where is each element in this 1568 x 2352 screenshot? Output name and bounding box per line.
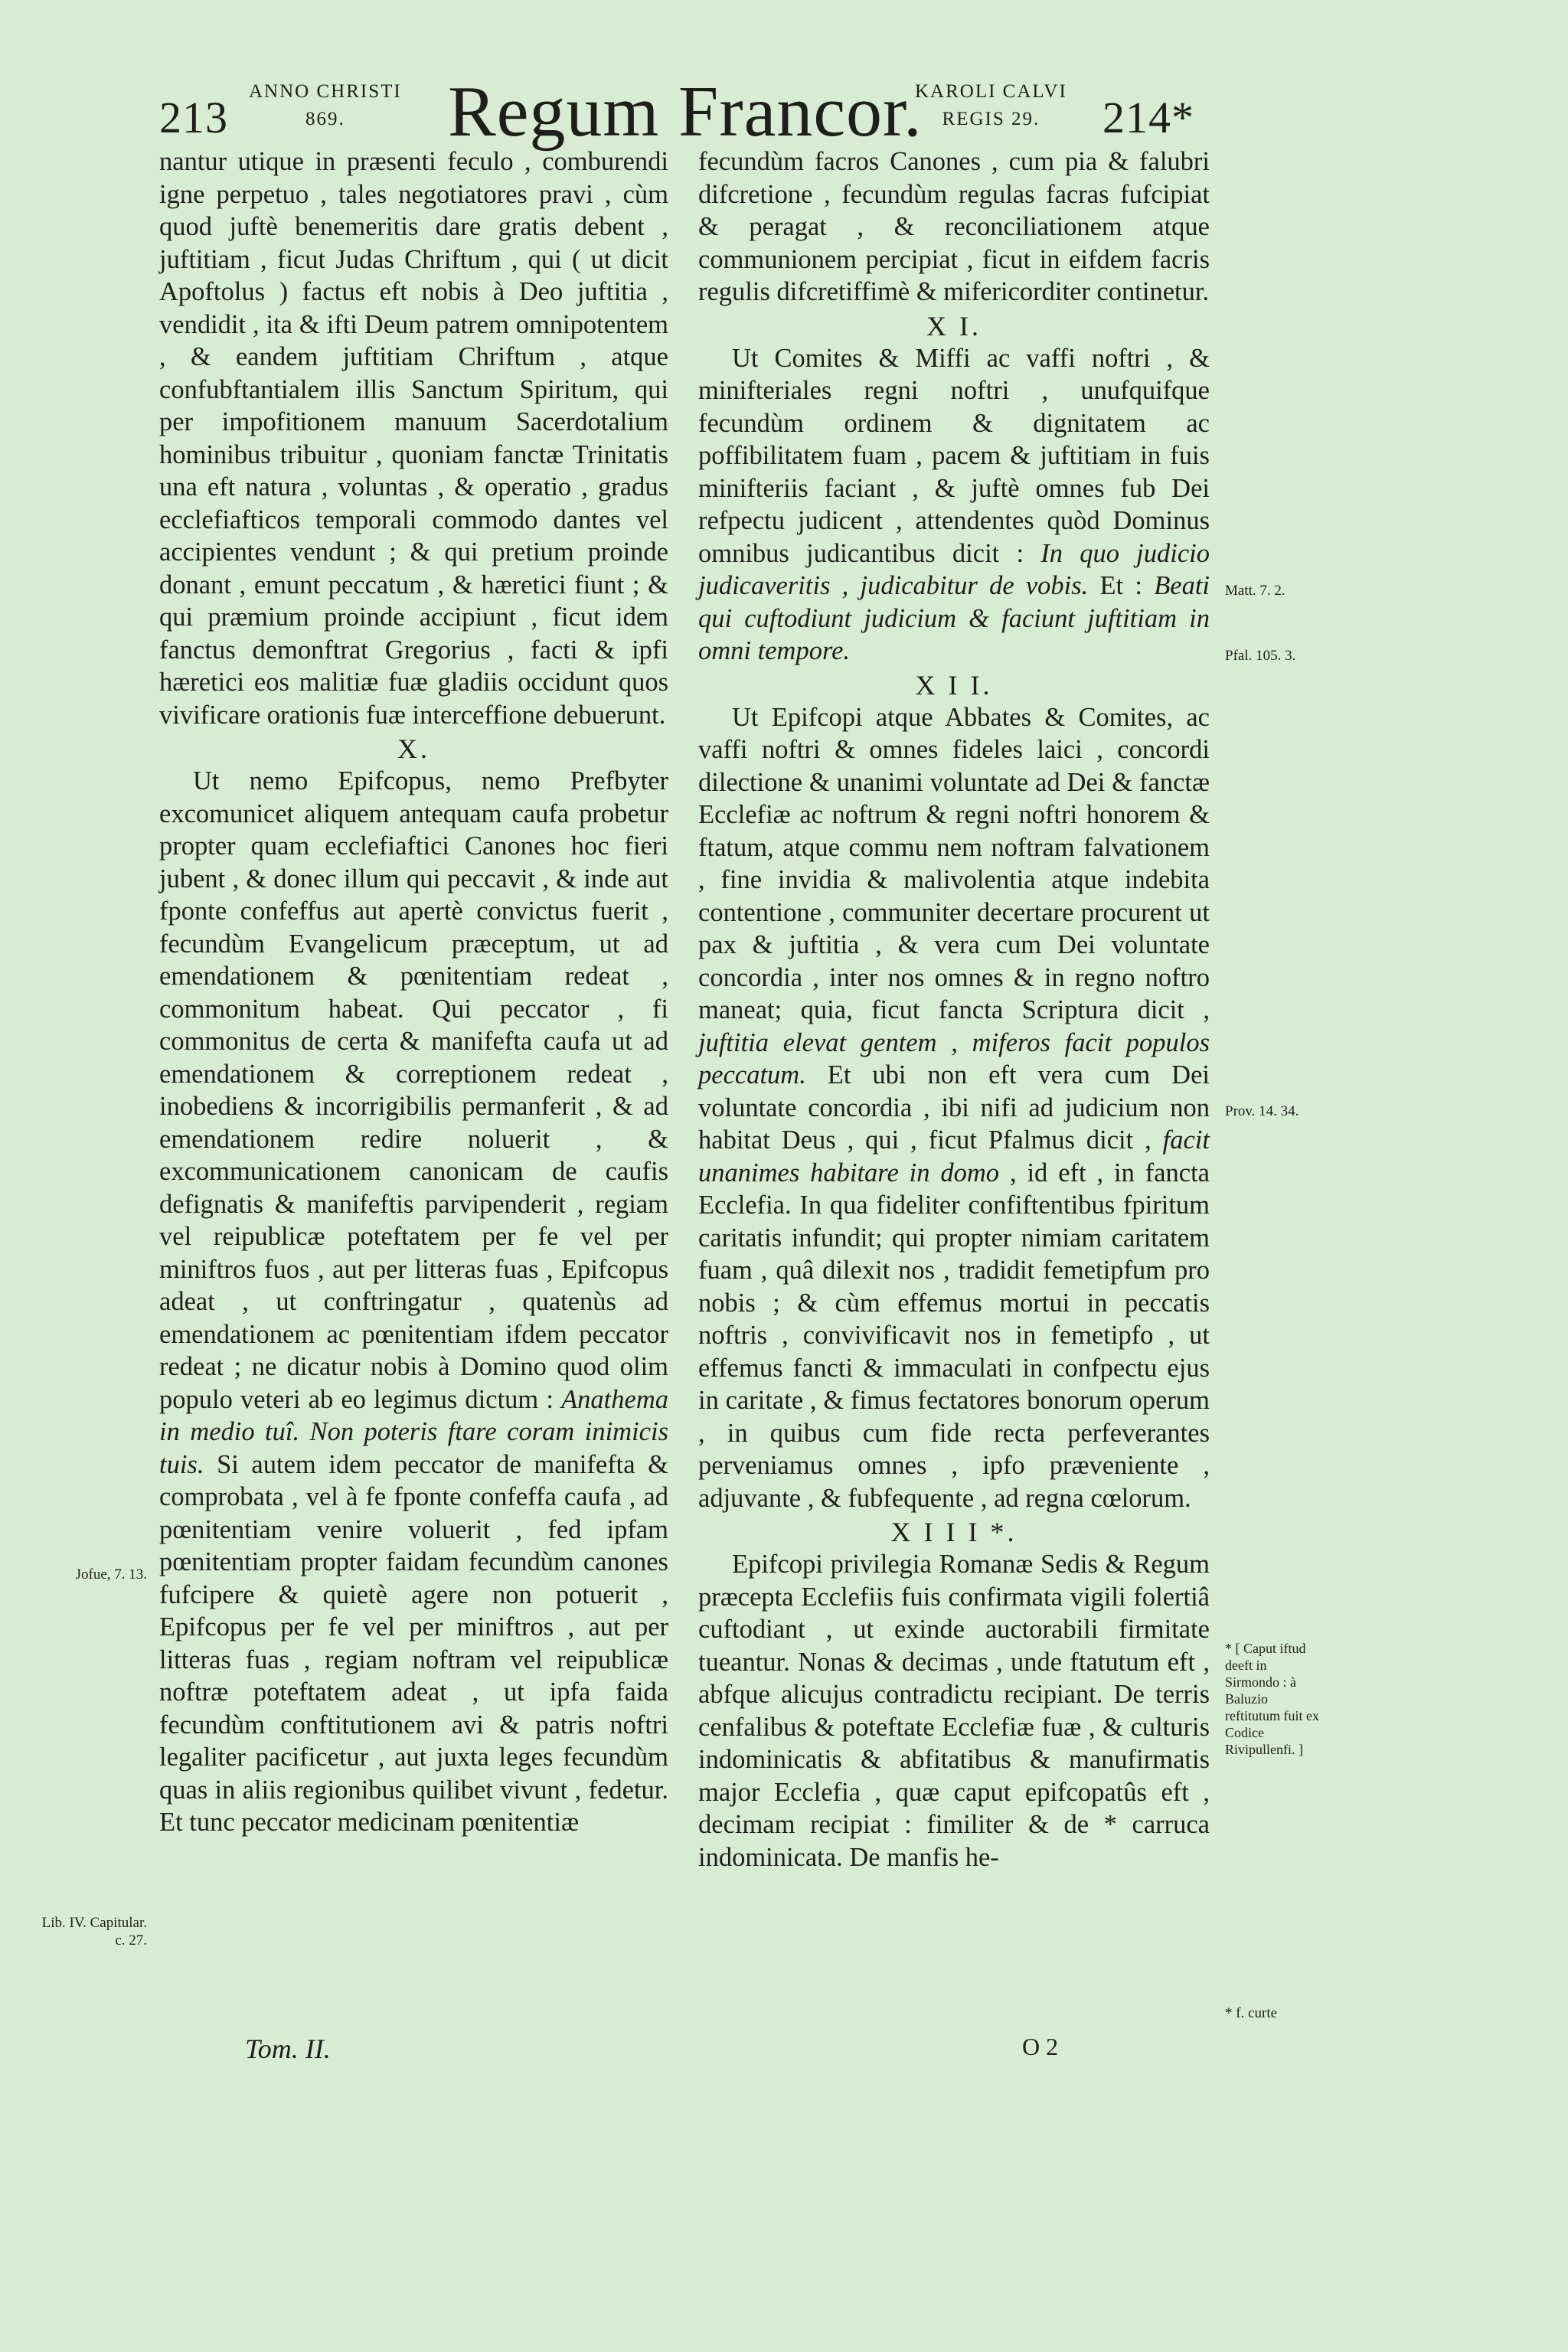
right-paragraph-3b: Et ubi non eft vera cum Dei voluntate concordia , ibi nifi ad judicium non habitat Deus , qui , ficut Pfalmus dicit , bbox=[698, 1060, 1210, 1155]
right-paragraph-4: Epifcopi privilegia Romanæ Sedis & Regum præcepta Ecclefiis fuis confirmata vigili folertiâ cuftodiant , ut exinde auctorabili firmitate tueantur. Nonas & decimas , unde ftatutum eft , abfque alicujus contradictu recipiant. De terris cenfalibus & poteftate Ecclefiæ fuæ , & culturis indominicatis & abfitatibus & manufirmatis major Ecclefia , quæ caput epifcopatûs eft , decimam recipiat : fimiliter & de * carruca indominicata. De manfis he- bbox=[698, 1550, 1210, 1872]
section-heading-x: X. bbox=[397, 733, 430, 764]
section-heading-xi: X I. bbox=[926, 310, 982, 341]
scripture-quote-2: Beati qui cuftodiunt judicium & faciunt juftitiam in omni tempore. bbox=[698, 571, 1210, 665]
right-text-column bbox=[698, 145, 1210, 1873]
right-paragraph-3a: Ut Epifcopi atque Abbates & Comites, ac vaffi noftri & omnes fideles laici , concordi dilectione & unanimi voluntate ad Dei & fanctæ Ecclefiæ ac noftrum & regni noftri honorem & ftatum, atque commu nem noftram falvationem , fine invidia & malivolentia atque indebita contentione , communiter decertare procurent ut pax & juftitia , & vera cum Dei voluntate concordia , inter nos omnes & in regno noftro maneat; quia, ficut fancta Scriptura dicit , bbox=[698, 702, 1210, 1024]
left-paragraph-1: nantur utique in præsenti feculo , comburendi igne perpetuo , tales negotiatores pravi , cùm quod juftè benemeritis dare gratis debent , juftitiam , ficut Judas Chriftum , qui ( ut dicit Apoftolus ) factus eft nobis à Deo juftitia , vendidit , ita & ifti Deum patrem omnipotentem , & eandem juftitiam Chriftum , atque confubftantialem illis Sanctum Spiritum, qui per impofitionem manuum Sacerdotalium hominibus tribuitur , quoniam fanctæ Trinitatis una eft natura , voluntas , & operatio , gradus ecclefiafticos temporali commodo dantes vel accipientes vendunt ; & qui pretium proinde donant , emunt peccatum , & hæretici fiunt ; & qui præmium proinde accipiunt , ficut idem fanctus demonftrat Gregorius , facti & ipfi hæretici eos malitiæ fuæ gladiis occidunt quos vivificare orationis fuæ interceffione debuerunt. bbox=[159, 147, 668, 730]
margin-note-prov: Prov. 14. 34. bbox=[1225, 1103, 1299, 1119]
signature-mark-left: Tom. II. bbox=[245, 2034, 331, 2064]
year-caption bbox=[249, 78, 402, 133]
right-paragraph-3 bbox=[698, 701, 1210, 1515]
year-caption-line-1: ANNO CHRISTI bbox=[249, 81, 402, 102]
right-paragraph-3c: , id eft , in fancta Ecclefia. In qua fideliter confiftentibus fpiritum caritatis infundit; qui propter nimiam caritatem fuam , quâ dilexit nos , tradidit femetipfum pro nobis ; & cùm effemus mortui in peccatis noftris , convivificavit nos in femetipfo , ut effemus fancti & immaculati in confpectu ejus in caritate , & fimus fectatores bonorum operum , in quibus cum fide recta perfeverantes perveniamus omnes , ipfo præveniente , adjuvante , & fubfequente , ad regna cœlorum. bbox=[698, 1158, 1210, 1513]
left-text-column bbox=[159, 145, 668, 1839]
scripture-quote-3: juftitia elevat gentem , miferos facit populos peccatum. bbox=[698, 1027, 1210, 1089]
scripture-quote-4: facit unanimes habitare in domo bbox=[698, 1125, 1210, 1187]
margin-note-psal: Pfal. 105. 3. bbox=[1225, 648, 1296, 664]
right-paragraph-2a: Ut Comites & Miffi ac vaffi noftri , & minifteriales regni noftri , unufquifque fecundùm ordinem & dignitatem ac poffibilitatem fuam , pacem & juftitiam in fuis minifteriis faciant , & juftè omnes fub Dei refpectu judicent , attendentes quòd Dominus omnibus judicantibus dicit : bbox=[698, 343, 1210, 568]
margin-note-caput: * [ Caput iftud deeft in Sirmondo : à Baluzio reftitutum fuit ex Codice Rivipullenfi. ] bbox=[1225, 1641, 1319, 1757]
right-page-number: 214* bbox=[1102, 93, 1194, 142]
signature-mark-right: O 2 bbox=[1022, 2033, 1059, 2060]
margin-note-josue: Jofue, 7. 13. bbox=[75, 1566, 147, 1583]
reign-caption bbox=[915, 78, 1067, 133]
scripture-quote: Anathema in medio tuî. Non poteris ftare coram inimicis tuis. bbox=[159, 1384, 668, 1479]
right-paragraph-2-mid: Et : bbox=[1088, 571, 1155, 600]
margin-note-matt: Matt. 7. 2. bbox=[1225, 583, 1285, 599]
margin-note-lib: Lib. IV. Capitular. c. 27. bbox=[41, 1915, 147, 1949]
running-title: Regum Francor. bbox=[448, 72, 923, 152]
section-heading-xii: X I I. bbox=[915, 669, 993, 701]
reign-caption-line-2: REGIS 29. bbox=[942, 109, 1040, 129]
right-paragraph-1: fecundùm facros Canones , cum pia & falubri difcretione , fecundùm regulas facras fufcipiat & peragat , & reconciliationem atque communionem percipiat , ficut in eifdem facris regulis difcretiffimè & mifericorditer continetur. bbox=[698, 147, 1210, 306]
year-caption-line-2: 869. bbox=[305, 109, 345, 129]
left-page-number: 213 bbox=[159, 93, 228, 142]
margin-note-curte: * f. curte bbox=[1225, 2005, 1278, 2021]
left-paragraph-2b: Si autem idem peccator de manifefta & comprobata , vel à fe fponte confeffa caufa , ad pœnitentiam venire voluerit , fed ipfam pœnitentiam propter faidam fecundùm canones fufcipere & quietè agere non potuerit , Epifcopus per fe vel per miniftros , aut per litteras fuas , regiam noftram vel reipublicæ noftræ poteftatem adeat , ut ipfa faida fecundùm conftitutionem avi & patris noftri legaliter pacificetur , aut juxta leges fecundùm quas in aliis regionibus quilibet vivunt , fedetur. Et tunc peccator medicinam pœnitentiæ bbox=[159, 1449, 668, 1837]
right-paragraph-2 bbox=[698, 342, 1210, 668]
reign-caption-line-1: KAROLI CALVI bbox=[915, 81, 1067, 102]
section-heading-xiii: X I I I *. bbox=[890, 1517, 1018, 1547]
scripture-quote-1: In quo judicio judicaveritis , judicabitur de vobis. bbox=[698, 538, 1210, 600]
left-paragraph-2a: Ut nemo Epifcopus, nemo Prefbyter excomunicet aliquem antequam caufa probetur propter quam ecclefiaftici Canones hoc fieri jubent , & donec illum qui peccavit , & inde aut fponte confeffus aut apertè convictus fuerit , fecundùm Evangelicum præceptum, ut ad emendationem & pœnitentiam redeat , commonitum habeat. Qui peccator , fi commonitus de certa & manifefta caufa ut ad emendationem & correptionem redeat , inobediens & incorrigibilis permanferit , & ad emendationem redire noluerit , & excommunicationem canonicam de caufis defignatis & manifeftis parvipenderit , regiam vel reipublicæ poteftatem per fe vel per miniftros fuos , aut per litteras fuas , Epifcopus adeat , ut conftringatur , quatenùs ad emendationem ac pœnitentiam ifdem peccator redeat ; ne dicatur nobis à Domino quod olim populo veteri ab eo legimus dictum : bbox=[159, 766, 668, 1414]
left-paragraph-2 bbox=[159, 765, 668, 1839]
